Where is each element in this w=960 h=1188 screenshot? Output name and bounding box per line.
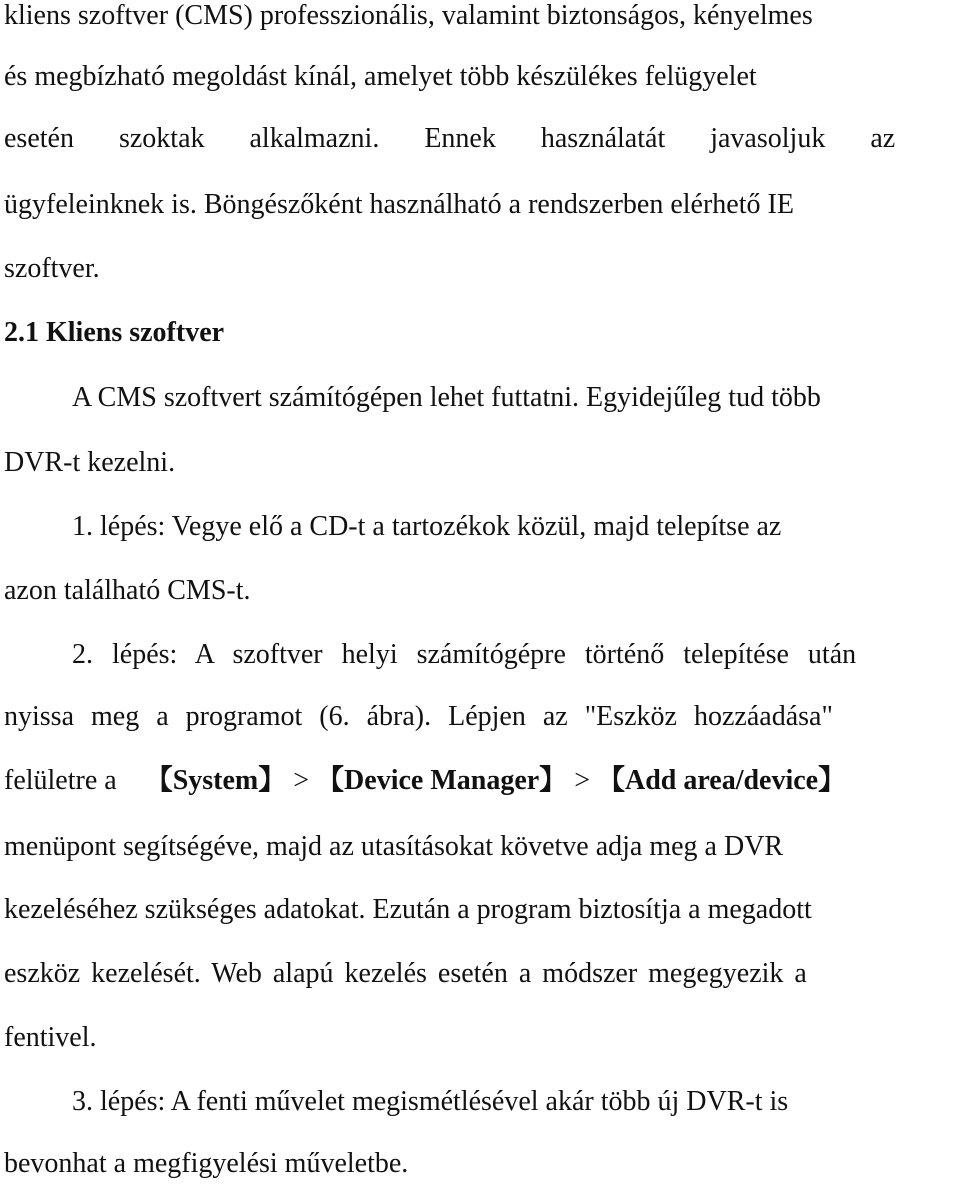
step2-line-1 [72,635,954,675]
step2-line-1-text: 2. lépés: A szoftver helyi számítógépre történő telepítése után [72,639,857,670]
step1-line-2 [4,571,954,611]
section-heading-text: 2.1 Kliens szoftver [4,317,225,348]
step2-line-5 [4,890,954,930]
step2-line-7 [4,1018,954,1058]
menu-path-system: 【System】 [144,765,287,796]
para2-line-2-text: DVR-t kezelni. [4,447,176,478]
step2-line-3-prefix: felületre a [4,765,117,796]
menu-path-separator-2: > [574,765,590,796]
para1-line-4-text: ügyfeleinknek is. Böngészőként használható a rendszerben elérhető IE [4,189,794,220]
para2-line-1 [72,378,954,418]
menu-path-device-manager: 【Device Manager】 [316,765,568,796]
step2-line-6-text: eszköz kezelését. Web alapú kezelés esetén a módszer megegyezik a [4,958,807,989]
step2-line-4-text: menüpont segítségéve, majd az utasításokat követve adja meg a DVR [4,831,784,862]
step1-line-2-text: azon található CMS-t. [4,575,251,606]
menu-path-separator-1: > [293,765,310,796]
step1-line-1 [72,507,954,547]
step2-line-4 [4,827,954,867]
step2-line-7-text: fentivel. [4,1022,97,1053]
para2-line-1-text: A CMS szoftvert számítógépen lehet futtatni. Egyidejűleg tud több [72,382,821,413]
para1-line-1-text: kliens szoftver (CMS) professzionális, valamint biztonságos, kényelmes [4,0,813,31]
step2-line-2-text: nyissa meg a programot (6. ábra). Lépjen az "Eszköz hozzáadása" [4,701,833,732]
para2-line-2 [4,443,954,483]
para1-line-5 [4,249,954,289]
section-heading [4,313,954,353]
step3-line-2 [4,1144,954,1184]
para1-line-3-text: esetén szoktak alkalmazni. Ennek használatát javasoljuk az [4,123,896,154]
step2-line-2 [4,697,954,737]
menu-path-add-area-device: 【Add area/device】 [596,765,847,796]
step1-line-1-text: 1. lépés: Vegye elő a CD-t a tartozékok közül, majd telepítse az [72,511,782,542]
para1-line-4 [4,185,954,225]
step3-line-1 [72,1082,954,1122]
step2-line-3 [4,761,954,801]
para1-line-1 [4,0,954,36]
step3-line-1-text: 3. lépés: A fenti művelet megismétlésével akár több új DVR-t is [72,1086,789,1117]
para1-line-2-text: és megbízható megoldást kínál, amelyet több készülékes felügyelet [4,61,757,92]
para1-line-3 [4,119,954,159]
para1-line-2 [4,57,954,97]
step3-line-2-text: bevonhat a megfigyelési műveletbe. [4,1148,409,1179]
step2-line-6 [4,954,954,994]
para1-line-5-text: szoftver. [4,253,100,284]
step2-line-5-text: kezeléséhez szükséges adatokat. Ezután a program biztosítja a megadott [4,894,812,925]
